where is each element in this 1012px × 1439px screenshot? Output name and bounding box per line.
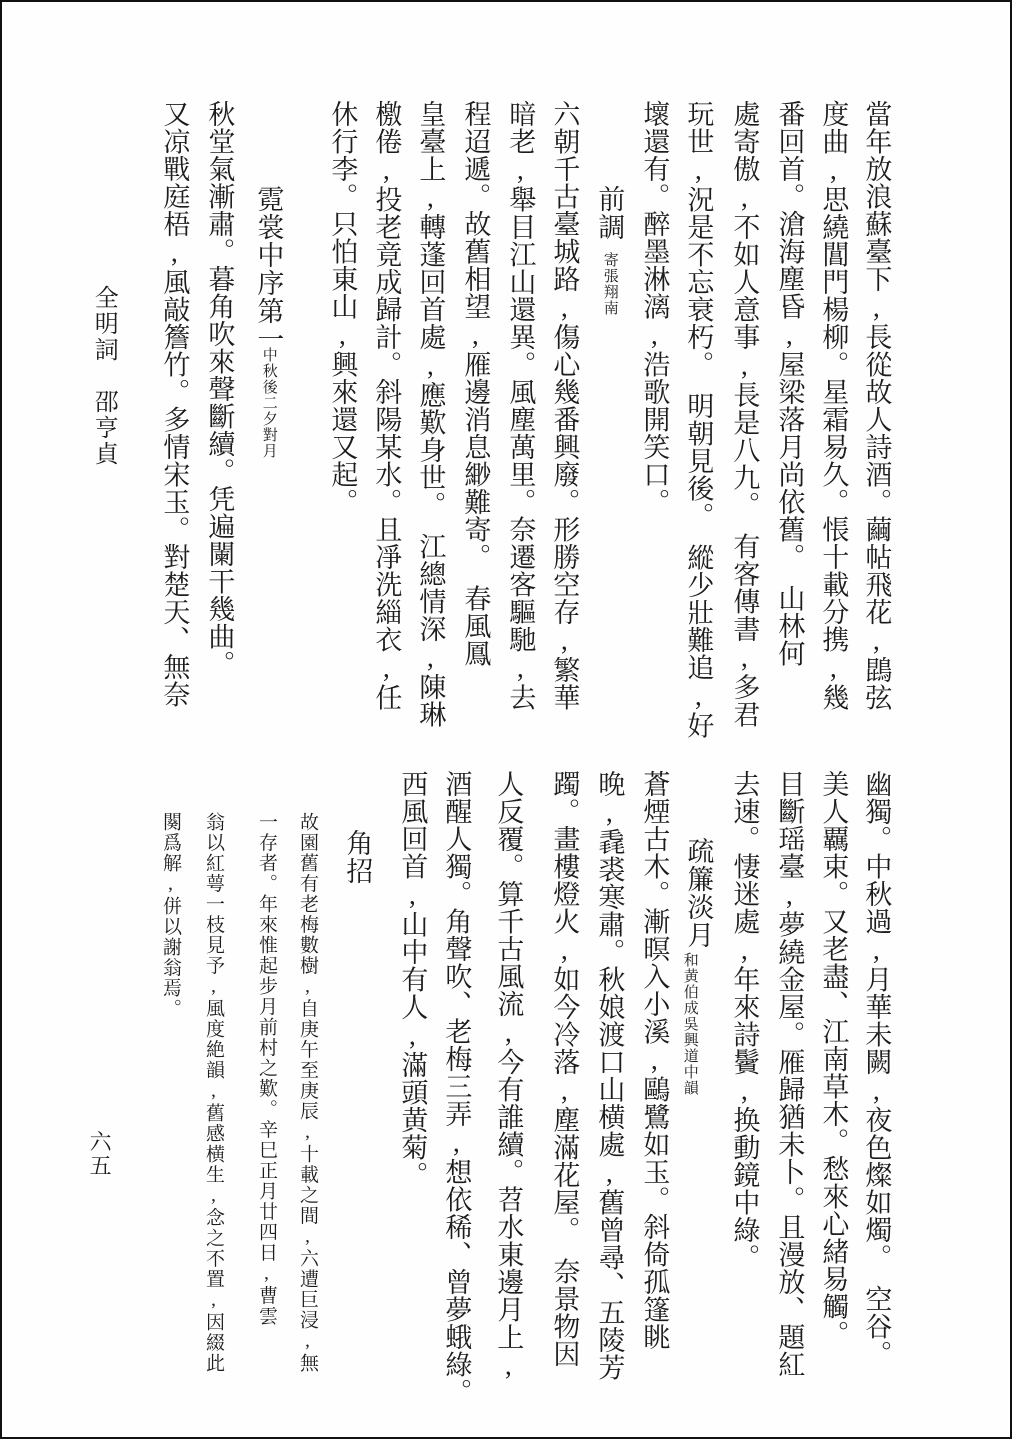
- author-name: 邵亨貞: [90, 389, 117, 467]
- preface-column: 故園舊有老梅數樹,自庚午至庚辰,十載之間,六遭巨浸,無: [296, 812, 318, 1374]
- verse-column: 當年放浪蘇臺下,長從故人詩酒。繭帖飛花,鵾弦: [861, 100, 892, 711]
- verse-column: 躅。畫樓燈火,如今冷落,塵滿花屋。 奈景物因: [549, 770, 580, 1368]
- verse-column: 皇臺上,轉蓬回首處,應歎身世。 江總情深,陳琳: [415, 100, 446, 728]
- verse-column: 酒醒人獨。角聲吹、老梅三弄,想依稀、曾夢蛾綠。: [441, 770, 472, 1406]
- preface-column: 翁以紅萼一枝見予,風度絶韻,舊感横生,念之不置,因綴此: [202, 812, 224, 1374]
- verse-column: 檄倦,投老竟成歸計。斜陽某水。且凈洗緇衣,任: [371, 100, 402, 711]
- verse-column: 目斷瑶臺,夢繞金屋。雁歸猶未卜。且漫放、題紅: [774, 770, 805, 1378]
- tune-note-shulian: 和黄伯成吳興道中韻: [681, 952, 698, 1096]
- tune-title-jiaozhao: 角招: [342, 829, 373, 885]
- tune-note-nishang: 中秋後二夕對月: [260, 347, 277, 459]
- verse-column: 番回首。滄海塵昏,屋梁落月尚依舊。 山林何: [774, 100, 805, 667]
- verse-column: 西風回首,山中有人,滿頭黄菊。: [397, 770, 428, 1189]
- tune-note-qiandiao: 寄張翔南: [601, 252, 618, 316]
- verse-column: 暗老,舉目江山還異。風塵萬里。奈遷客驅馳,去: [505, 100, 536, 711]
- verse-column: 程迢遞。故舊相望,雁邊消息緲難寄。 春風鳳: [460, 100, 491, 667]
- verse-column: 去速。悽迷處,年來詩鬢,换動鏡中綠。: [729, 770, 760, 1271]
- verse-column: 又凉戰庭梧,風敲簷竹。多情宋玉。對楚天、無奈: [159, 100, 190, 708]
- verse-column: 玩世,況是不忘衰朽。 明朝見後。 縱少壯難追,好: [683, 100, 714, 739]
- tune-title-nishang: 霓裳中序第一: [253, 185, 284, 353]
- verse-column: 處寄傲,不如人意事,長是八九。 有客傳書,多君: [729, 100, 760, 728]
- page-number: 六五: [87, 1130, 113, 1178]
- verse-column: 六朝千古臺城路,傷心幾番興廢。形勝空存,繁華: [549, 100, 580, 711]
- verse-column: 美人覊束。又老盡、江南草木。愁來心緒易觸。: [818, 770, 849, 1348]
- tune-title-qiandiao: 前調: [594, 185, 625, 241]
- verse-column: 晚,毳裘寒肅。秋娘渡口山横處,舊曾尋、五陵芳: [594, 770, 625, 1381]
- verse-column: 壞還有。醉墨淋漓,浩歌開笑口。: [639, 100, 670, 516]
- verse-column: 蒼煙古木。漸暝入小溪,鷗鷺如玉。斜倚孤篷眺: [639, 770, 670, 1351]
- verse-column: 度曲,思繞閶門楊柳。星霜易久。悵十載分携,幾: [818, 100, 849, 711]
- verse-column: 秋堂氣漸肅。暮角吹來聲斷續。凭遍闌干幾曲。: [204, 100, 235, 678]
- preface-column: 闋爲解,併以謝翁焉。: [159, 812, 181, 1019]
- book-title: 全明詞: [90, 285, 117, 363]
- preface-column: 一存者。年來惟起步月前村之歎。辛巳正月廿四日,曹雲: [255, 812, 277, 1327]
- book-header: [90, 285, 115, 467]
- tune-title-shulian: 疏簾淡月: [683, 837, 714, 949]
- verse-column: 幽獨。中秋過,月華未闕,夜色燦如燭。 空谷。: [861, 770, 892, 1368]
- verse-column: 人反覆。算千古風流,今有誰續。苕水東邊月上,: [493, 770, 524, 1381]
- verse-column: 休行李。只怕東山,興來還又起。: [327, 100, 358, 516]
